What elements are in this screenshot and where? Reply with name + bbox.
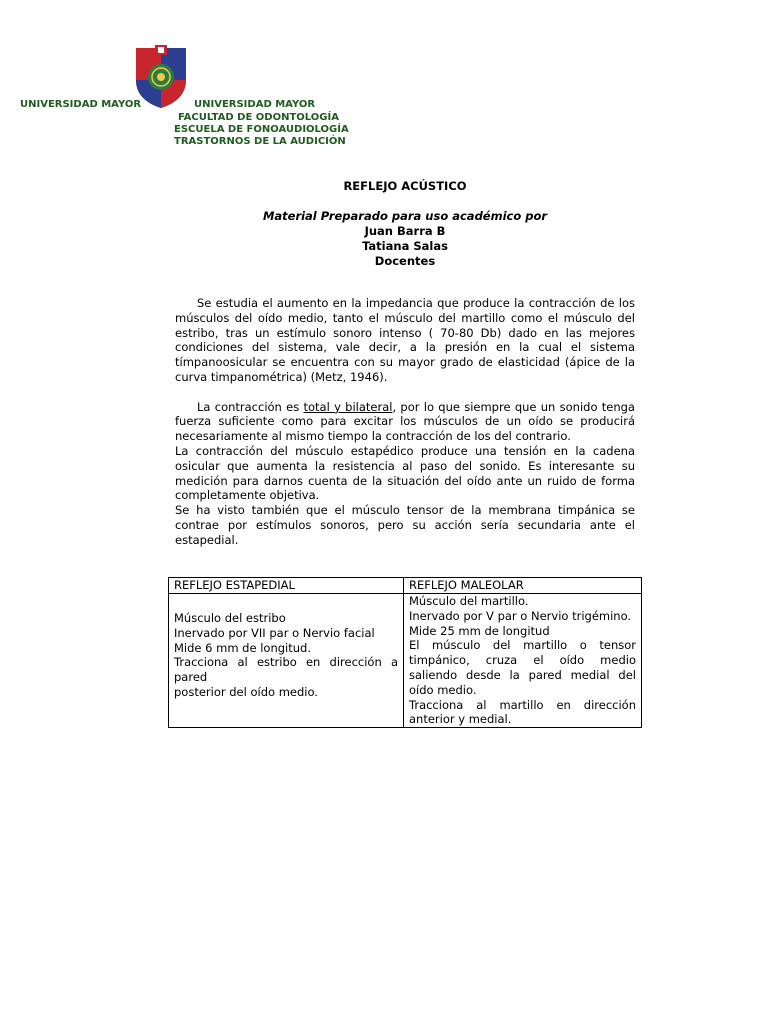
inst-line-1: UNIVERSIDAD MAYOR bbox=[194, 99, 316, 110]
author-name-2: Tatiana Salas bbox=[362, 239, 448, 253]
header-maleolar: REFLEJO MALEOLAR bbox=[404, 578, 642, 594]
table-row bbox=[169, 594, 642, 728]
estapedial-cell bbox=[169, 594, 404, 728]
table-header-row bbox=[169, 578, 642, 594]
body-text bbox=[175, 296, 635, 548]
list-item: Tracciona al martillo en dirección anterior y medial. bbox=[409, 697, 636, 727]
paragraph-2: La contracción es total y bilateral, por lo que siempre que un sonido tenga fuerza suficiente como para excitar los músculos de un oído se producirá necesariamente al mismo tiempo la contracción de los del contrario. bbox=[175, 399, 635, 444]
list-item: Músculo del martillo. bbox=[409, 594, 529, 608]
reflex-comparison-table bbox=[168, 577, 642, 728]
inst-line-2: FACULTAD DE ODONTOLOGÍA bbox=[178, 112, 339, 123]
list-item: Tracciona al estribo en dirección a pared bbox=[174, 655, 398, 685]
paragraph-4: Se ha visto también que el músculo tensor de la membrana timpánica se contrae por estímulos sonoros, pero su acción sería secundaria ante el estapedial. bbox=[175, 503, 635, 547]
list-item: Mide 25 mm de longitud bbox=[409, 623, 550, 638]
inst-line-4: TRASTORNOS DE LA AUDICIÓN bbox=[174, 136, 346, 147]
list-item: Mide 6 mm de longitud. bbox=[174, 640, 311, 655]
authors-block bbox=[168, 209, 642, 269]
authors-subtitle: Material Preparado para uso académico por bbox=[262, 209, 548, 223]
author-name-1: Juan Barra B bbox=[364, 224, 446, 238]
list-item: Músculo del estribo bbox=[174, 611, 286, 625]
list-item: Inervado por VII par o Nervio facial bbox=[174, 625, 375, 640]
author-role: Docentes bbox=[374, 254, 436, 268]
list-item: El músculo del martillo o tensor timpánico, cruza el oído medio saliendo desde la pared medial del oído medio. bbox=[409, 638, 636, 697]
university-crest-icon bbox=[134, 44, 188, 110]
list-item: posterior del oído medio. bbox=[174, 684, 318, 699]
institution-header bbox=[0, 99, 141, 112]
inst-line-3: ESCUELA DE FONOAUDIOLOGÍA bbox=[174, 124, 349, 135]
paragraph-3: La contracción del músculo estapédico produce una tensión en la cadena osicular que aumenta la resistencia al paso del sonido. Es interesante su medición para darnos cuenta de la situación del oído ante un ruido de forma completamente objetiva. bbox=[175, 443, 635, 503]
list-item: Inervado por V par o Nervio trigémino. bbox=[409, 608, 632, 623]
underlined-phrase: total y bilateral bbox=[303, 399, 393, 414]
paragraph-1: Se estudia el aumento en la impedancia que produce la contracción de los músculos del oído medio, tanto el músculo del martillo como el músculo del estribo, tras un estímulo sonoro intenso ( 70-80 Db) dado en las mejores condiciones del sistema, vale decir, a la presión en la cual el sistema tímpanoosicular se encuentra con su mayor grado de elasticidad (ápice de la curva timpanométrica) (Metz, 1946). bbox=[175, 296, 635, 384]
header-estapedial: REFLEJO ESTAPEDIAL bbox=[169, 578, 404, 594]
university-name: UNIVERSIDAD MAYOR bbox=[20, 99, 142, 110]
document-title: REFLEJO ACÚSTICO bbox=[343, 179, 467, 193]
maleolar-cell bbox=[404, 594, 642, 728]
